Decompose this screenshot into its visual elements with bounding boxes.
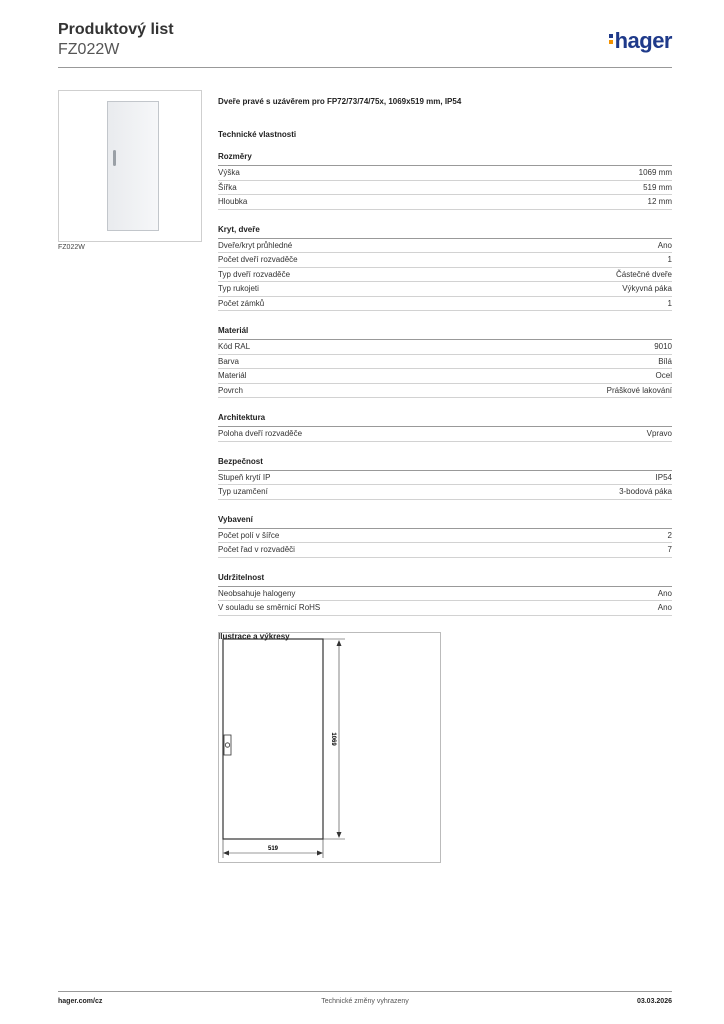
door-outline	[223, 639, 323, 839]
property-value: 1	[667, 298, 672, 308]
property-row	[218, 369, 672, 384]
property-label: Počet polí v šířce	[218, 530, 280, 540]
document-header	[58, 20, 174, 60]
property-value: Ano	[657, 588, 672, 598]
product-title: Dveře pravé s uzávěrem pro FP72/73/74/75x, 1069x519 mm, IP54	[218, 97, 462, 106]
property-label: Typ uzamčení	[218, 487, 268, 496]
property-label: Poloha dveří rozvaděče	[218, 429, 303, 438]
property-row	[218, 529, 672, 544]
property-value: 1069 mm	[638, 168, 672, 177]
property-label: Povrch	[218, 385, 243, 395]
property-label: Šířka	[218, 182, 237, 192]
property-row	[218, 601, 672, 616]
property-value: 12 mm	[647, 197, 672, 206]
property-row	[218, 543, 672, 558]
group-title: Udržitelnost	[218, 572, 672, 587]
property-label: Počet řad v rozvaděči	[218, 545, 295, 554]
property-row	[218, 268, 672, 283]
property-row	[218, 471, 672, 486]
property-value: 7	[667, 545, 672, 554]
property-value: 3-bodová páka	[619, 487, 672, 496]
property-label: Kód RAL	[218, 342, 251, 351]
width-dimension-label: 519	[267, 846, 279, 852]
property-value: Vpravo	[646, 429, 672, 438]
property-row	[218, 297, 672, 312]
footer-note: Technické změny vyhrazeny	[321, 998, 409, 1005]
property-label: Typ rukojeti	[218, 284, 259, 293]
property-groups	[218, 151, 672, 616]
property-value: Částečné dveře	[615, 269, 672, 279]
property-label: Počet dveří rozvaděče	[218, 255, 298, 264]
property-label: Dveře/kryt průhledné	[218, 240, 293, 250]
product-photo	[58, 90, 202, 242]
product-code: FZ022W	[58, 41, 120, 58]
footer-website: hager.com/cz	[58, 998, 103, 1005]
property-row	[218, 587, 672, 602]
document-title: Produktový list	[58, 21, 174, 38]
group-title: Kryt, dveře	[218, 224, 672, 239]
technical-properties-title: Technické vlastnosti	[218, 130, 297, 139]
property-label: Výška	[218, 168, 240, 177]
property-row	[218, 195, 672, 210]
property-row	[218, 181, 672, 196]
property-label: V souladu se směrnicí RoHS	[218, 603, 321, 612]
height-dimension-label: 1069	[330, 732, 336, 746]
property-value: IP54	[655, 472, 672, 482]
property-label: Barva	[218, 356, 239, 366]
property-label: Neobsahuje halogeny	[218, 588, 296, 598]
property-row	[218, 253, 672, 268]
property-label: Stupeň krytí IP	[218, 472, 271, 482]
logo-text: hager	[614, 28, 672, 53]
product-details	[218, 96, 672, 641]
property-value: Ocel	[655, 371, 672, 380]
property-label: Počet zámků	[218, 298, 265, 308]
door-drawing-svg	[219, 633, 440, 862]
property-value: Ano	[657, 240, 672, 250]
property-label: Materiál	[218, 371, 247, 380]
property-row	[218, 384, 672, 399]
property-label: Hloubka	[218, 197, 248, 206]
property-value: Výkyvná páka	[622, 284, 672, 293]
door-photo-icon	[107, 101, 159, 231]
property-row	[218, 340, 672, 355]
property-value: 519 mm	[643, 182, 672, 192]
logo-dots-icon	[609, 34, 614, 46]
footer-date: 03.03.2026	[636, 998, 672, 1005]
photo-caption: FZ022W	[58, 244, 85, 251]
group-title: Architektura	[218, 412, 672, 427]
property-row	[218, 239, 672, 254]
group-title: Vybavení	[218, 514, 672, 529]
illustrations-title: Ilustrace a výkresy	[218, 631, 290, 641]
property-value: 1	[667, 255, 672, 264]
property-value: 2	[667, 530, 672, 540]
group-title: Rozměry	[218, 151, 672, 166]
property-row	[218, 485, 672, 500]
footer-divider	[58, 991, 672, 992]
property-value: Bílá	[658, 356, 672, 366]
header-divider	[58, 67, 672, 68]
property-value: 9010	[654, 342, 672, 351]
property-row	[218, 355, 672, 370]
property-value: Ano	[657, 603, 672, 612]
property-row	[218, 282, 672, 297]
door-handle-icon	[113, 150, 116, 166]
property-label: Typ dveří rozvaděče	[218, 269, 291, 279]
property-row	[218, 166, 672, 181]
footer	[58, 998, 672, 1010]
technical-drawing	[218, 632, 441, 863]
hager-logo	[609, 28, 672, 54]
property-value: Práškové lakování	[606, 385, 672, 395]
group-title: Materiál	[218, 325, 672, 340]
group-title: Bezpečnost	[218, 456, 672, 471]
property-row	[218, 427, 672, 442]
